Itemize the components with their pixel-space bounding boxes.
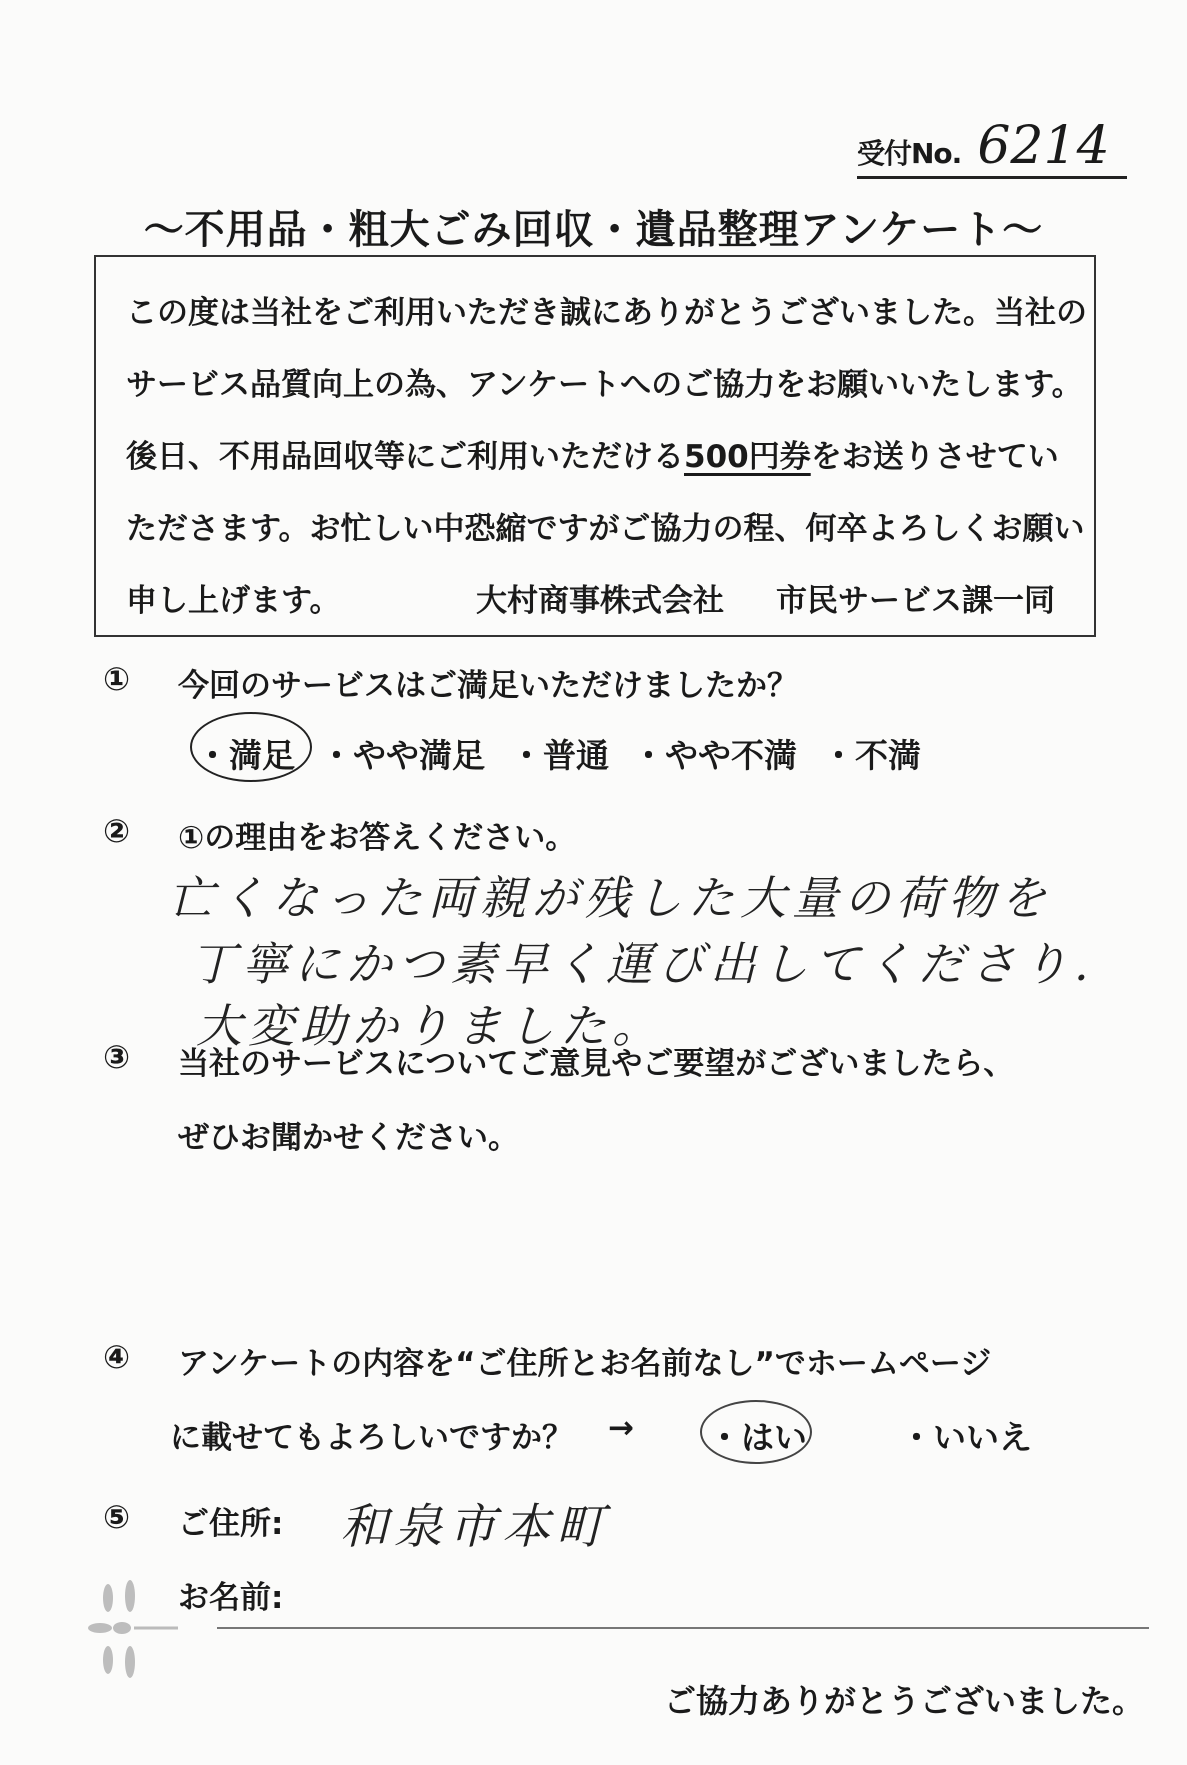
q4-number: ④ (103, 1338, 131, 1376)
name-label: お名前: (178, 1580, 284, 1616)
intro-line-4: たださます。お忙しい中恐縮ですがご協力の程、何卒よろしくお願い (126, 511, 1085, 547)
flower-decoration-icon (86, 1576, 186, 1696)
arrow-icon: → (608, 1410, 634, 1446)
q3-question-line-1: 当社のサービスについてご意見やご要望がございましたら、 (178, 1046, 1015, 1082)
q1-option-satisfied[interactable]: ・満足 (196, 736, 295, 775)
q1-option-somewhat-satisfied[interactable]: ・やや満足 (320, 736, 485, 775)
q4-option-no[interactable]: ・いいえ (900, 1418, 1032, 1457)
q4-option-yes[interactable]: ・はい (708, 1418, 807, 1457)
intro-line-5 (126, 575, 1066, 620)
voucher-amount: 500円券 (684, 439, 811, 475)
q2-answer-line-2: 丁寧にかつ素早く運び出してくださり. (190, 937, 1095, 991)
q2-number: ② (103, 812, 131, 850)
q3-question-line-2: ぜひお聞かせください。 (178, 1120, 519, 1156)
q4-question-line-2: に載せてもよろしいですか？ (170, 1420, 573, 1456)
intro-line-3-after: をお送りさせてい (810, 439, 1059, 475)
intro-closing: 申し上げます。 (126, 583, 341, 619)
intro-line-2: サービス品質向上の為、アンケートへのご協力をお願いいたします。 (126, 367, 1083, 403)
receipt-value: 6214 (977, 116, 1110, 176)
department-name: 市民サービス課一同 (776, 583, 1055, 619)
closing-thanks: ご協力ありがとうございました。 (664, 1682, 1145, 1720)
address-value: 和泉市本町 (340, 1499, 611, 1555)
q2-answer-line-3: 大変助かりました。 (196, 999, 664, 1053)
intro-line-3 (126, 431, 1059, 476)
q1-option-dissatisfied[interactable]: ・不満 (822, 736, 921, 775)
receipt-number (857, 116, 1127, 179)
q2-question: ①の理由をお答えください。 (178, 820, 577, 856)
q4-question-line-1: アンケートの内容を“ご住所とお名前なし”でホームページ (178, 1346, 992, 1382)
receipt-label: 受付No. (857, 137, 962, 170)
q3-number: ③ (103, 1038, 131, 1076)
intro-box (94, 255, 1096, 637)
q1-option-neutral[interactable]: ・普通 (510, 736, 609, 775)
q2-answer-line-1: 亡くなった両親が残した大量の荷物を (168, 871, 1052, 925)
q5-number: ⑤ (103, 1498, 131, 1536)
q1-number: ① (103, 660, 131, 698)
intro-line-1: この度は当社をご利用いただき誠にありがとうございました。当社の (126, 295, 1087, 331)
address-label: ご住所: (178, 1506, 284, 1542)
q1-question: 今回のサービスはご満足いただけましたか？ (178, 668, 798, 704)
q1-option-somewhat-dissatisfied[interactable]: ・やや不満 (632, 736, 797, 775)
intro-line-3-before: 後日、不用品回収等にご利用いただける (126, 439, 684, 475)
company-name: 大村商事株式会社 (476, 583, 724, 619)
survey-title: ～不用品・粗大ごみ回収・遺品整理アンケート～ (143, 207, 1044, 253)
name-field-line (217, 1627, 1149, 1629)
